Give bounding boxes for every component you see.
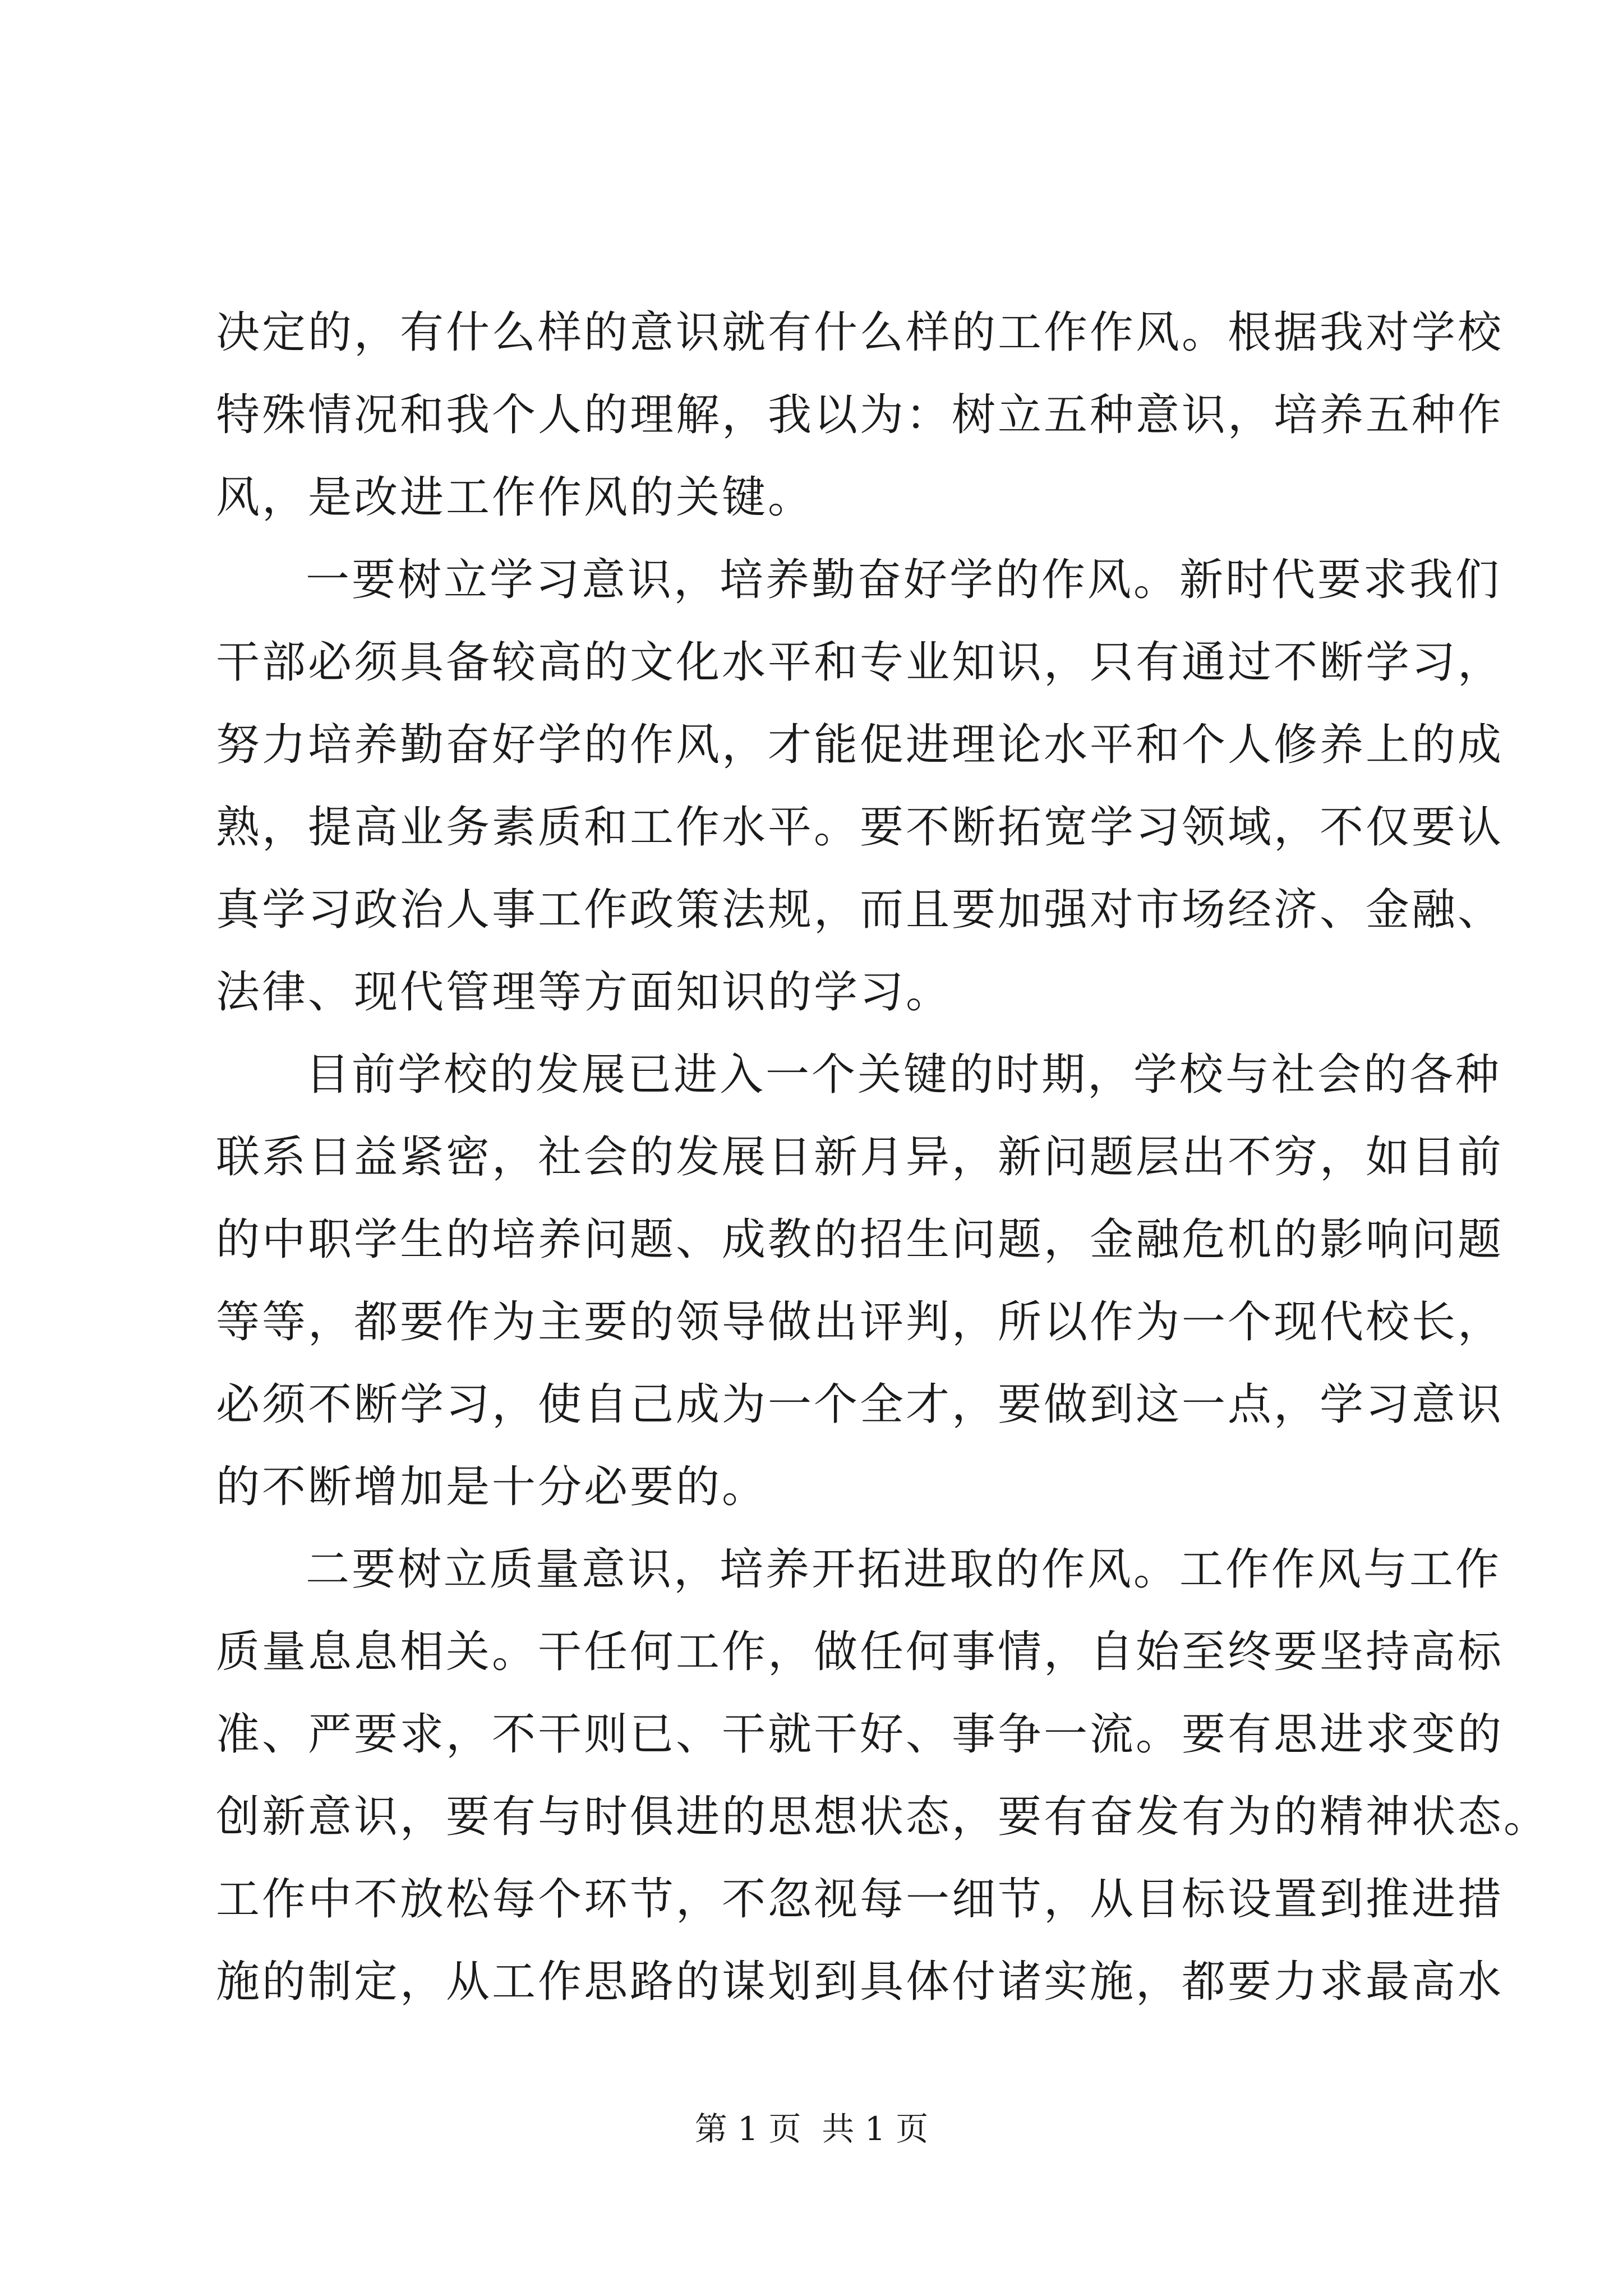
text-line: 施的制定，从工作思路的谋划到具体付诸实施，都要力求最高水 — [216, 1957, 1504, 2007]
text-line: 努力培养勤奋好学的作风，才能促进理论水平和个人修养上的成 — [216, 720, 1504, 770]
text-line: 干部必须具备较高的文化水平和专业知识，只有通过不断学习， — [216, 637, 1504, 688]
text-line: 准、严要求，不干则已、干就干好、事争一流。要有思进求变的 — [216, 1709, 1504, 1760]
paragraph-first-line: 一要树立学习意识，培养勤奋好学的作风。新时代要求我们 — [306, 555, 1502, 605]
text-line: 决定的，有什么样的意识就有什么样的工作作风。根据我对学校 — [216, 307, 1504, 358]
text-line: 法律、现代管理等方面知识的学习。 — [216, 967, 952, 1018]
paragraph-first-line: 二要树立质量意识，培养开拓进取的作风。工作作风与工作 — [306, 1544, 1502, 1595]
text-line: 创新意识，要有与时俱进的思想状态，要有奋发有为的精神状态。 — [216, 1792, 1550, 1842]
text-line: 的中职学生的培养问题、成教的招生问题，金融危机的影响问题 — [216, 1214, 1504, 1265]
text-line: 特殊情况和我个人的理解，我以为：树立五种意识，培养五种作 — [216, 390, 1504, 440]
text-line: 风，是改进工作作风的关键。 — [216, 472, 814, 523]
text-line: 联系日益紧密，社会的发展日新月异，新问题层出不穷，如目前 — [216, 1132, 1504, 1182]
paragraph-first-line: 目前学校的发展已进入一个关键的时期，学校与社会的各种 — [306, 1050, 1502, 1100]
text-line: 必须不断学习，使自己成为一个全才，要做到这一点，学习意识 — [216, 1379, 1504, 1430]
text-line: 熟，提高业务素质和工作水平。要不断拓宽学习领域，不仅要认 — [216, 802, 1504, 853]
text-line: 真学习政治人事工作政策法规，而且要加强对市场经济、金融、 — [216, 885, 1504, 935]
text-line: 的不断增加是十分必要的。 — [216, 1462, 768, 1512]
text-line: 质量息息相关。干任何工作，做任何事情，自始至终要坚持高标 — [216, 1627, 1504, 1677]
document-body — [216, 292, 1550, 2023]
text-line: 工作中不放松每个环节，不忽视每一细节，从目标设置到推进措 — [216, 1874, 1504, 1925]
page-footer: 第 1 页 共 1 页 — [694, 2110, 929, 2148]
text-line: 等等，都要作为主要的领导做出评判，所以作为一个现代校长， — [216, 1297, 1504, 1347]
